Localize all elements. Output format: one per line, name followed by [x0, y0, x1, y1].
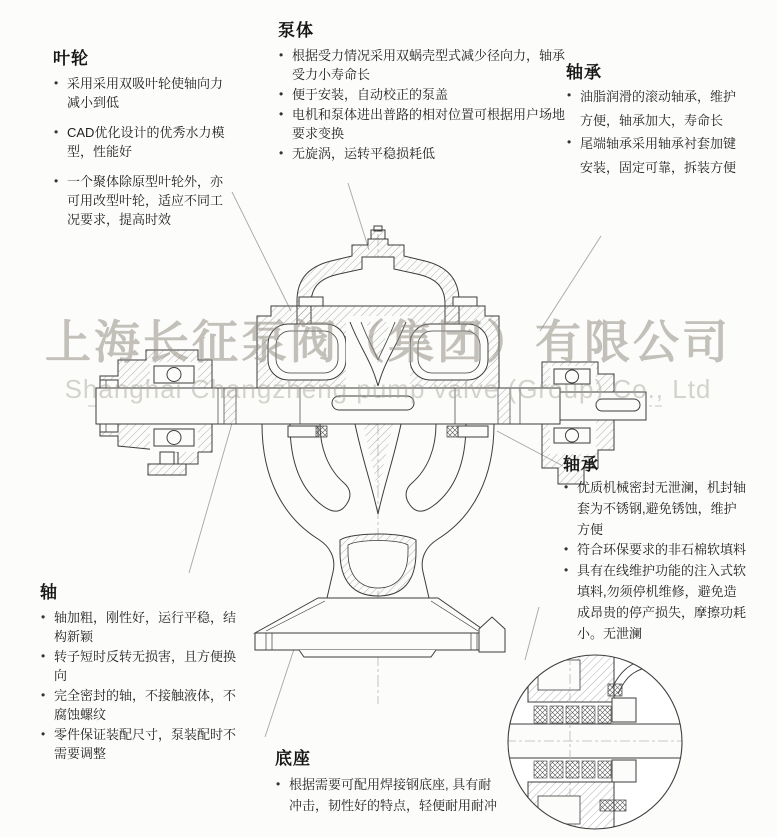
bullet-item: • 转子短时反转无损害，且方便换向	[40, 648, 238, 686]
bullet-item: • 油脂润滑的滚动轴承，维护方便，轴承加大，寿命长	[566, 85, 748, 132]
section-impeller-title: 叶轮	[53, 49, 89, 68]
section-bearing-right-title: 轴承	[563, 455, 599, 474]
section-base	[275, 744, 499, 817]
bullet-item: • 优质机械密封无泄澜，机封轴套为不锈钢,避免锈蚀，维护方便	[563, 478, 749, 540]
watermark-chinese: 上海长征泵阀（集团）有限公司	[45, 316, 731, 368]
section-base-list	[275, 775, 499, 817]
bullet-item: • 轴加粗，刚性好，运行平稳，结构新颖	[40, 609, 238, 647]
watermark-english: Shanghai Changzheng pump valve (Group) Co., Ltd	[64, 374, 712, 404]
bullet-item: • 根据需要可配用焊接钢底座, 具有耐冲击，韧性好的特点，轻便耐用耐冲	[275, 775, 499, 817]
bullet-item: • 采用采用双吸叶轮使轴向力减小到低	[53, 75, 235, 113]
section-base-title: 底座	[275, 749, 311, 768]
section-shaft	[40, 578, 238, 765]
section-bearing-top	[566, 58, 748, 180]
bullet-item: • CAD优化设计的优秀水力模型，性能好	[53, 124, 235, 162]
bullet-item: • 无旋涡，运转平稳损耗低	[278, 145, 566, 164]
section-shaft-title: 轴	[40, 583, 58, 602]
bullet-item: • 一个聚体除原型叶轮外，亦可用改型叶轮，适应不同工况要求，提高时效	[53, 173, 235, 230]
bullet-item: • 零件保证装配尺寸，泵装配时不需要调整	[40, 726, 238, 764]
pedestal-foot	[255, 598, 488, 657]
bullet-item: • 根据受力情况采用双蜗壳型式减少径向力，轴承受力小寿命长	[278, 47, 566, 85]
bullet-item: • 具有在线维护功能的注入式软填料,勿须停机维修，避免造成昂贵的停产损失，摩擦功耗小。无泄澜	[563, 561, 749, 644]
bullet-item: • 完全密封的轴，不接触液体，不腐蚀螺纹	[40, 687, 238, 725]
section-shaft-list	[40, 609, 238, 764]
bullet-item: • 符合环保要求的非石棉软填料	[563, 540, 749, 561]
bullet-item: • 便于安装，自动校正的泵盖	[278, 86, 566, 105]
section-pump-body-list	[278, 47, 566, 164]
pump-shaft	[96, 388, 646, 424]
anchor-fitting	[479, 617, 505, 652]
section-bearing-right-list	[563, 478, 749, 644]
section-impeller-list	[53, 75, 235, 230]
seal-detail-circle	[506, 652, 684, 832]
section-bearing-top-list	[566, 85, 748, 180]
section-bearing-top-title: 轴承	[566, 63, 602, 82]
section-pump-body-title: 泵体	[278, 21, 314, 40]
section-pump-body	[278, 16, 566, 165]
bullet-item: • 电机和泵体进出普路的相对位置可根据用户场地要求变换	[278, 106, 566, 144]
bullet-item: • 尾端轴承采用轴承衬套加键安装，固定可靠，拆装方便	[566, 132, 748, 179]
section-impeller	[53, 44, 235, 241]
section-bearing-right	[563, 450, 749, 644]
